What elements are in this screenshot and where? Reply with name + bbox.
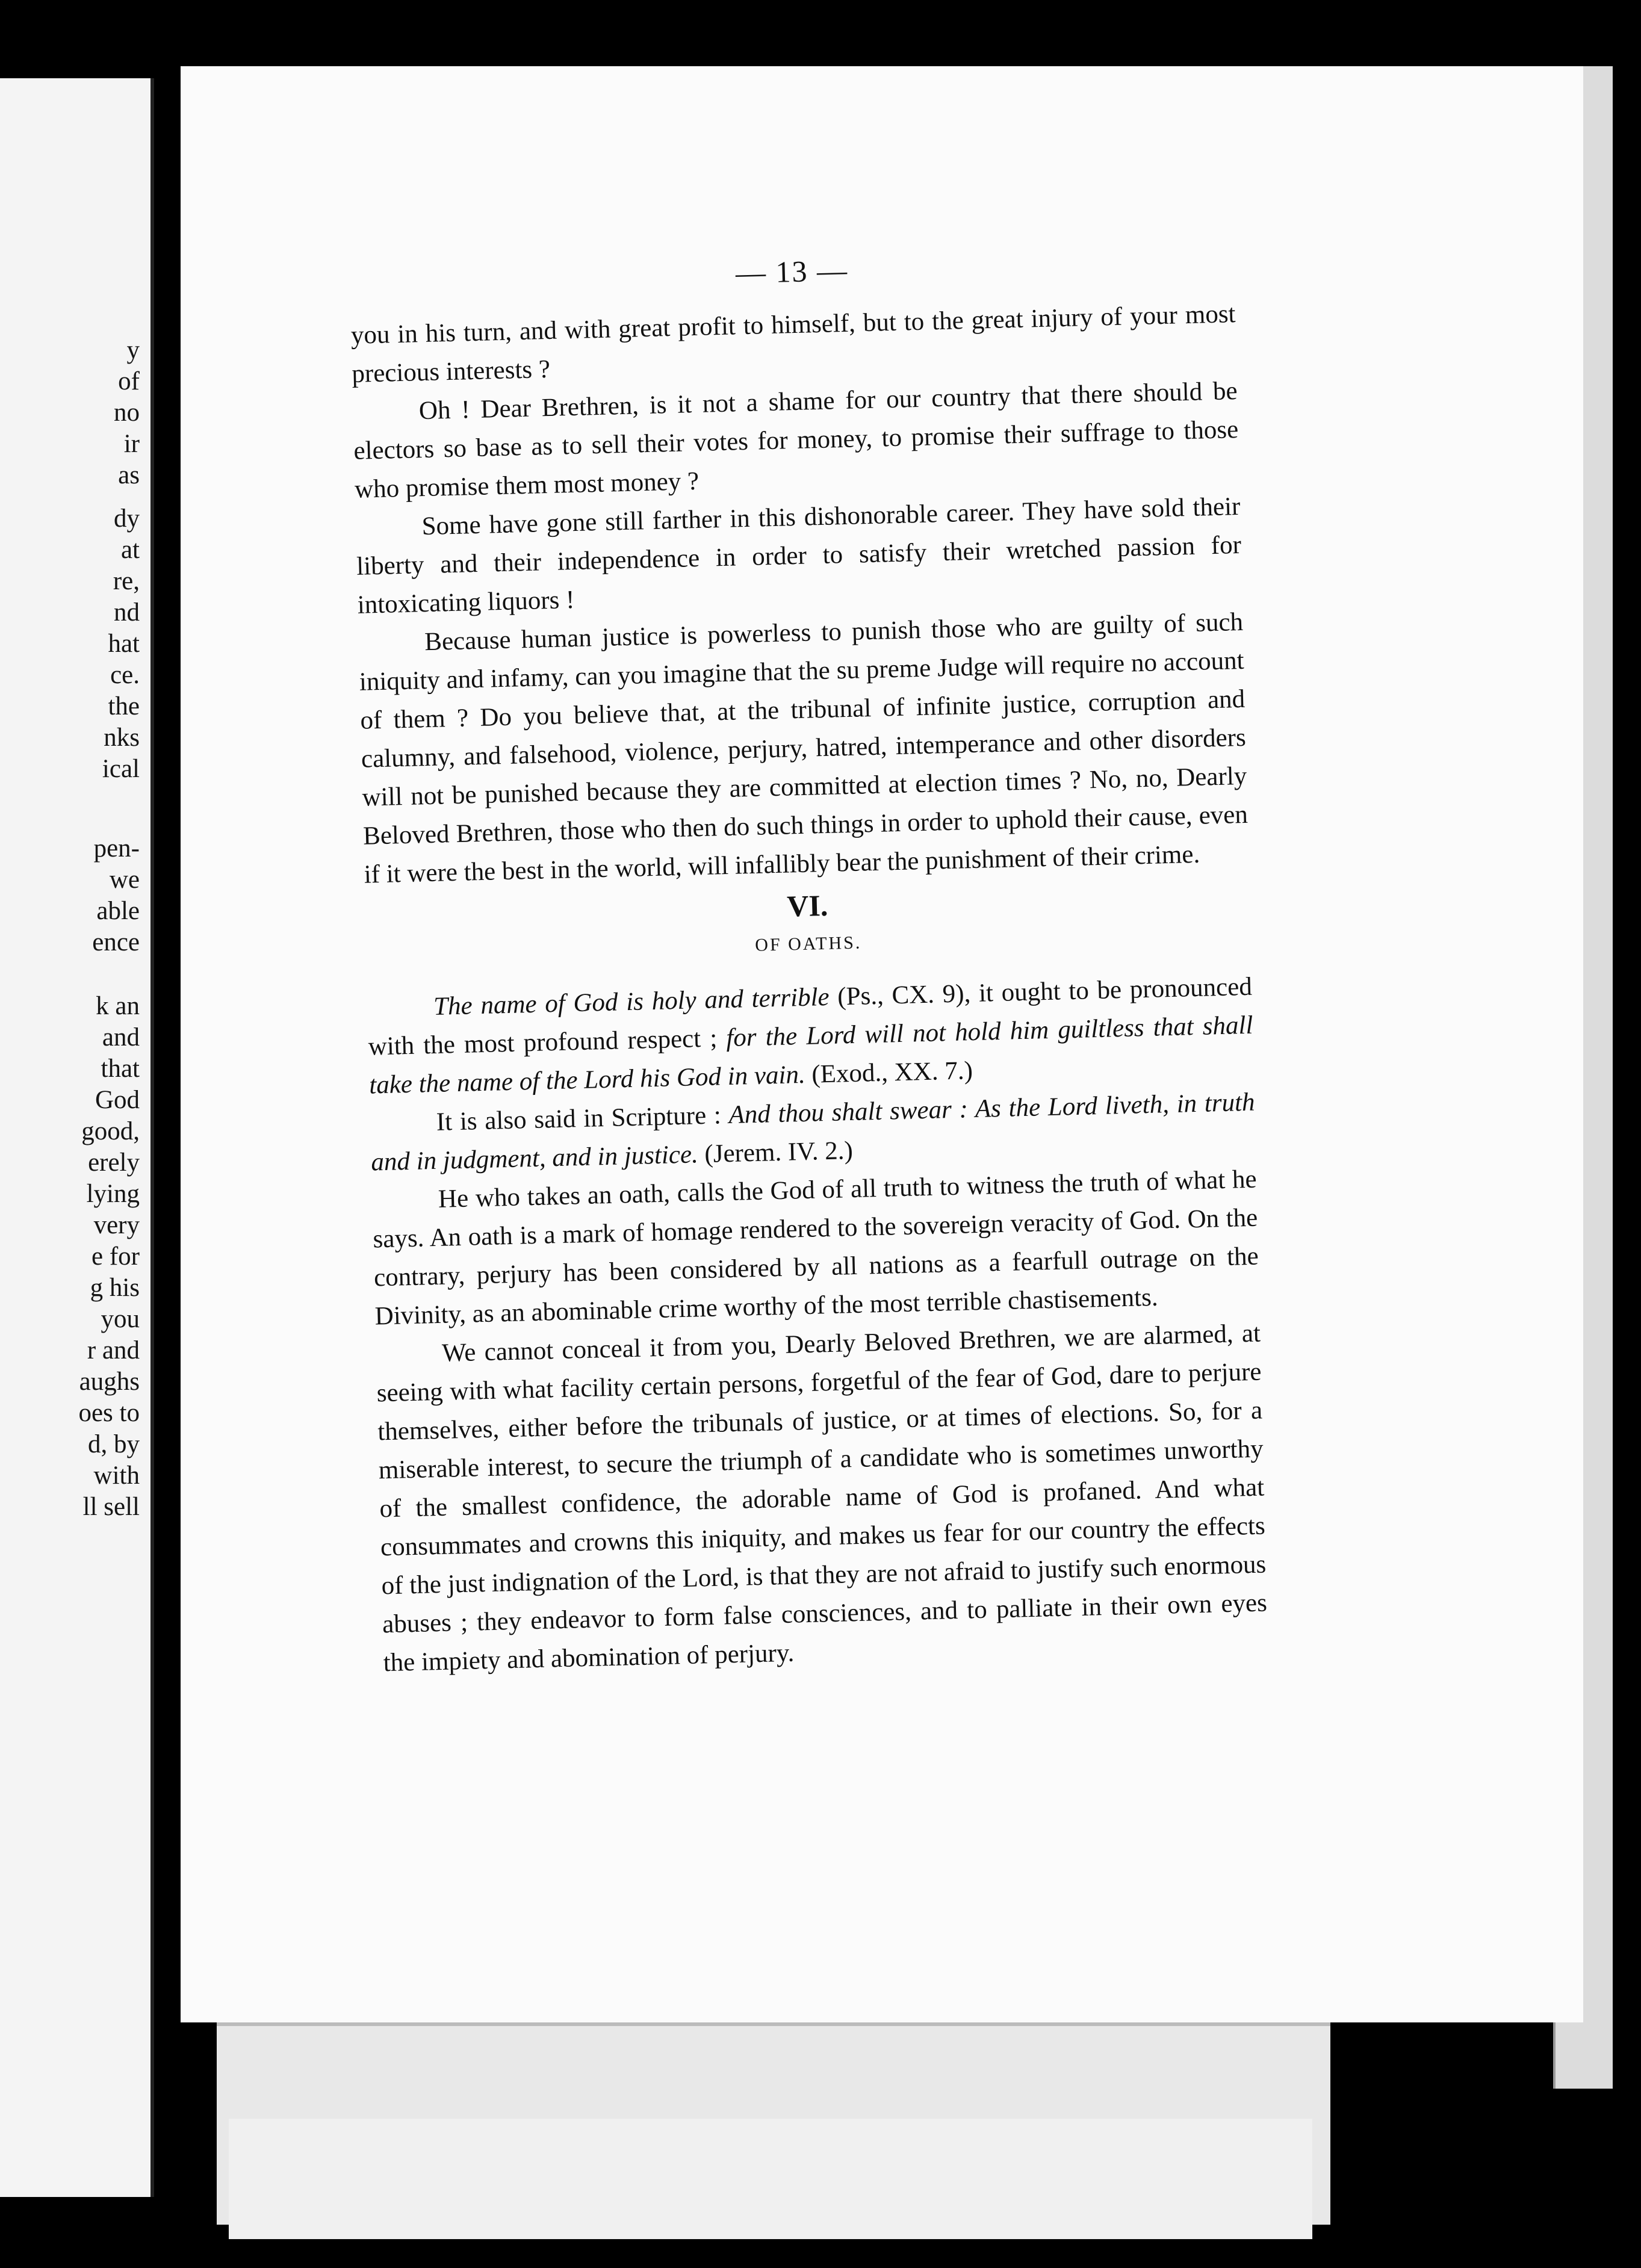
left-page-text-fragment: at (120, 536, 140, 564)
reference-text: (Ps., CX. 9), it ought to be pronounced with the most profound respect ; (368, 972, 1253, 1061)
left-page-text-fragment: nks (104, 723, 140, 752)
paragraph-3: Some have gone still farther in this dishonorable career. They have sold their liberty and their independence in order to satisfy their wretched passion for intoxicating liquors ! (356, 492, 1242, 619)
left-page-text-fragment: you (101, 1305, 140, 1333)
page-content (349, 243, 1268, 1682)
left-page (0, 78, 154, 2197)
left-page-text-fragment: oes to (78, 1399, 140, 1427)
left-page-text-fragment: able (96, 897, 140, 925)
left-page-text-fragment: r and (87, 1336, 140, 1365)
left-page-text-fragment: of (118, 367, 140, 395)
paragraph-5 (367, 968, 1254, 1105)
left-page-text-fragment: pen- (93, 834, 140, 863)
left-page-text-fragment: with (93, 1461, 140, 1490)
left-page-text-fragment: very (93, 1211, 140, 1239)
left-page-text-fragment: ir (123, 430, 140, 458)
left-page-text-fragment: re, (113, 567, 140, 595)
left-page-text-fragment: ll sell (82, 1493, 140, 1521)
left-page-text-fragment: and (102, 1023, 140, 1052)
left-page-text-fragment: hat (108, 630, 140, 658)
paragraph-8: We cannot conceal it from you, Dearly Beloved Brethren, we are alarmed, at seeing with what facility certain persons, forgetful of the fear of God, dare to perjure themselves, either before the tribunals of justice, or at times of elections. So, for a miserable interest, to secure the triumph of a candidate who is sometimes unworthy of the smallest confidence, the adorable name of God is profaned. And what consummates and crowns this iniquity, and makes us fear for our country the effects of the just indignation of the Lord, is that they are not afraid to justify such enormous abuses ; they endeavor to form false consciences, and to palliate in their own eyes the impiety and abomination of perjury. (376, 1319, 1268, 1678)
scripture-quote-jeremiah: And thou shalt swear : As the Lord liveth, in truth and in judgment, and in justice. (370, 1088, 1256, 1177)
page-number: — 13 — (735, 253, 849, 290)
left-page-text-fragment: d, by (88, 1430, 140, 1458)
left-page-text-fragment: we (109, 866, 140, 894)
left-page-text-fragment: lying (86, 1180, 140, 1208)
left-page-text-fragment: ical (102, 755, 140, 783)
left-page-text-fragment: dy (114, 504, 140, 533)
paragraph-7: He who takes an oath, calls the God of all truth to witness the truth of what he says. An oath is a mark of homage rendered to the sovereign veracity of God. On the contrary, perjury has been considered by all nations as a fearfull outrage on the Divinity, as an abominable crime worthy of the most terrible chastisements. (372, 1165, 1259, 1331)
left-page-text-fragment: erely (88, 1148, 140, 1177)
left-page-text-fragment: ce. (110, 661, 140, 689)
left-page-text-fragment: as (118, 461, 140, 489)
left-page-text-fragment: y (126, 336, 140, 364)
left-page-text-fragment: aughs (79, 1368, 140, 1396)
left-page-text-fragment: God (95, 1086, 140, 1114)
section-title: OF OATHS. (754, 932, 862, 955)
section-number: VI. (786, 888, 828, 923)
paragraph-6-text: It is also said in Scripture : (436, 1101, 730, 1136)
paragraph-2: Oh ! Dear Brethren, is it not a shame for our country that there should be electors so base as to sell their votes for money, to promise their suffrage to those who promise them most money ? (353, 377, 1239, 504)
left-page-text-fragment: that (101, 1055, 140, 1083)
paragraph-1: you in his turn, and with great profit to himself, but to the great injury of your most precious interests ? (350, 300, 1236, 388)
paragraph-4: Because human justice is powerless to punish those who are guilty of such iniquity and infamy, can you imagine that the su preme Judge will require no account of them ? Do you believe that, at the tribunal of infinite justice, corruption and calumny, and falsehood, violence, perjury, hatred, intemperance and other disorders will not be punished because they are committed at election times ? No, no, Dearly Beloved Brethren, those who then do such things in order to uphold their cause, even if it were the best in the world, will infallibly bear the punishment of their crime. (359, 607, 1249, 889)
left-page-text-fragment: good, (81, 1117, 140, 1145)
scripture-quote-psalm: The name of God is holy and terrible (433, 982, 830, 1021)
left-page-text-fragment: ence (92, 928, 140, 956)
bottom-page-stack-lower (229, 2119, 1312, 2239)
left-page-text-fragment: nd (114, 598, 140, 627)
left-page-text-fragment: g his (90, 1274, 140, 1302)
left-page-text-fragment: k an (96, 992, 140, 1020)
scripture-quote-exodus: for the Lord will not hold him guiltless that shall take the name of the Lord his God in vain. (368, 1011, 1253, 1100)
reference-text: (Exod., XX. 7.) (805, 1056, 973, 1089)
left-page-text-fragment: the (108, 692, 140, 720)
reference-text: (Jerem. IV. 2.) (698, 1136, 854, 1169)
left-page-text-fragment: no (114, 398, 140, 427)
left-page-text-fragment: e for (92, 1242, 140, 1271)
